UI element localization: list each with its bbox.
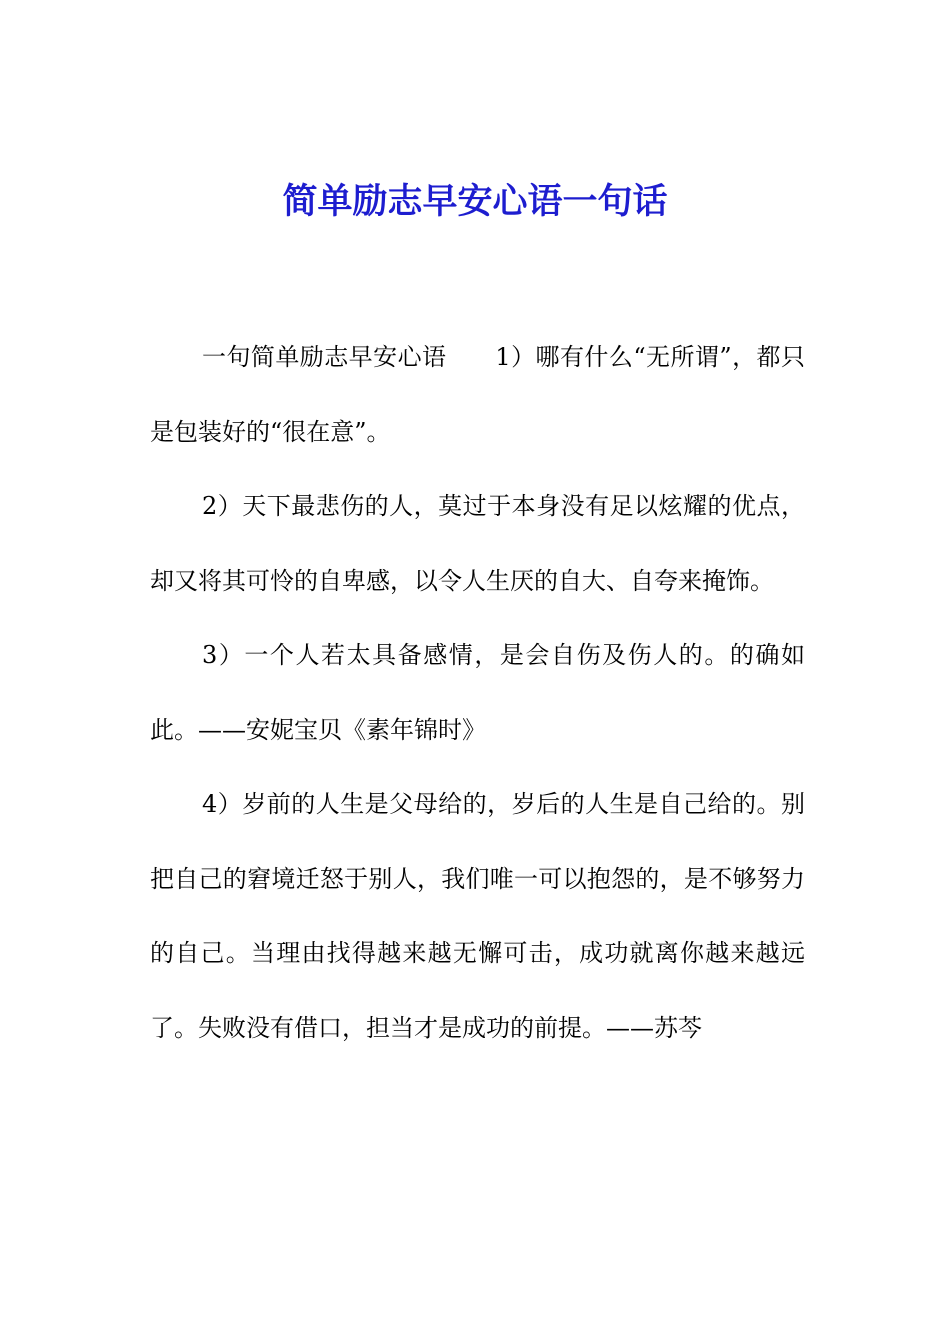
document-body [150,320,805,1065]
document-title: 简单励志早安心语一句话 [282,181,668,222]
paragraph-2: 2）天下最悲伤的人，莫过于本身没有足以炫耀的优点，却又将其可怜的自卑感，以令人生厌的自大、自夸来掩饰。 [150,492,805,595]
paragraph-3: 3）一个人若太具备感情，是会自伤及伤人的。的确如此。——安妮宝贝《素年锦时》 [150,641,805,744]
paragraph-1: 一句简单励志早安心语 1）哪有什么“无所谓”，都只是包装好的“很在意”。 [150,343,805,446]
paragraph-4: 4）岁前的人生是父母给的，岁后的人生是自己给的。别把自己的窘境迁怒于别人，我们唯一可以抱怨的，是不够努力的自己。当理由找得越来越无懈可击，成功就离你越来越远了。失败没有借口，担当才是成功的前提。——苏芩 [150,790,805,1042]
